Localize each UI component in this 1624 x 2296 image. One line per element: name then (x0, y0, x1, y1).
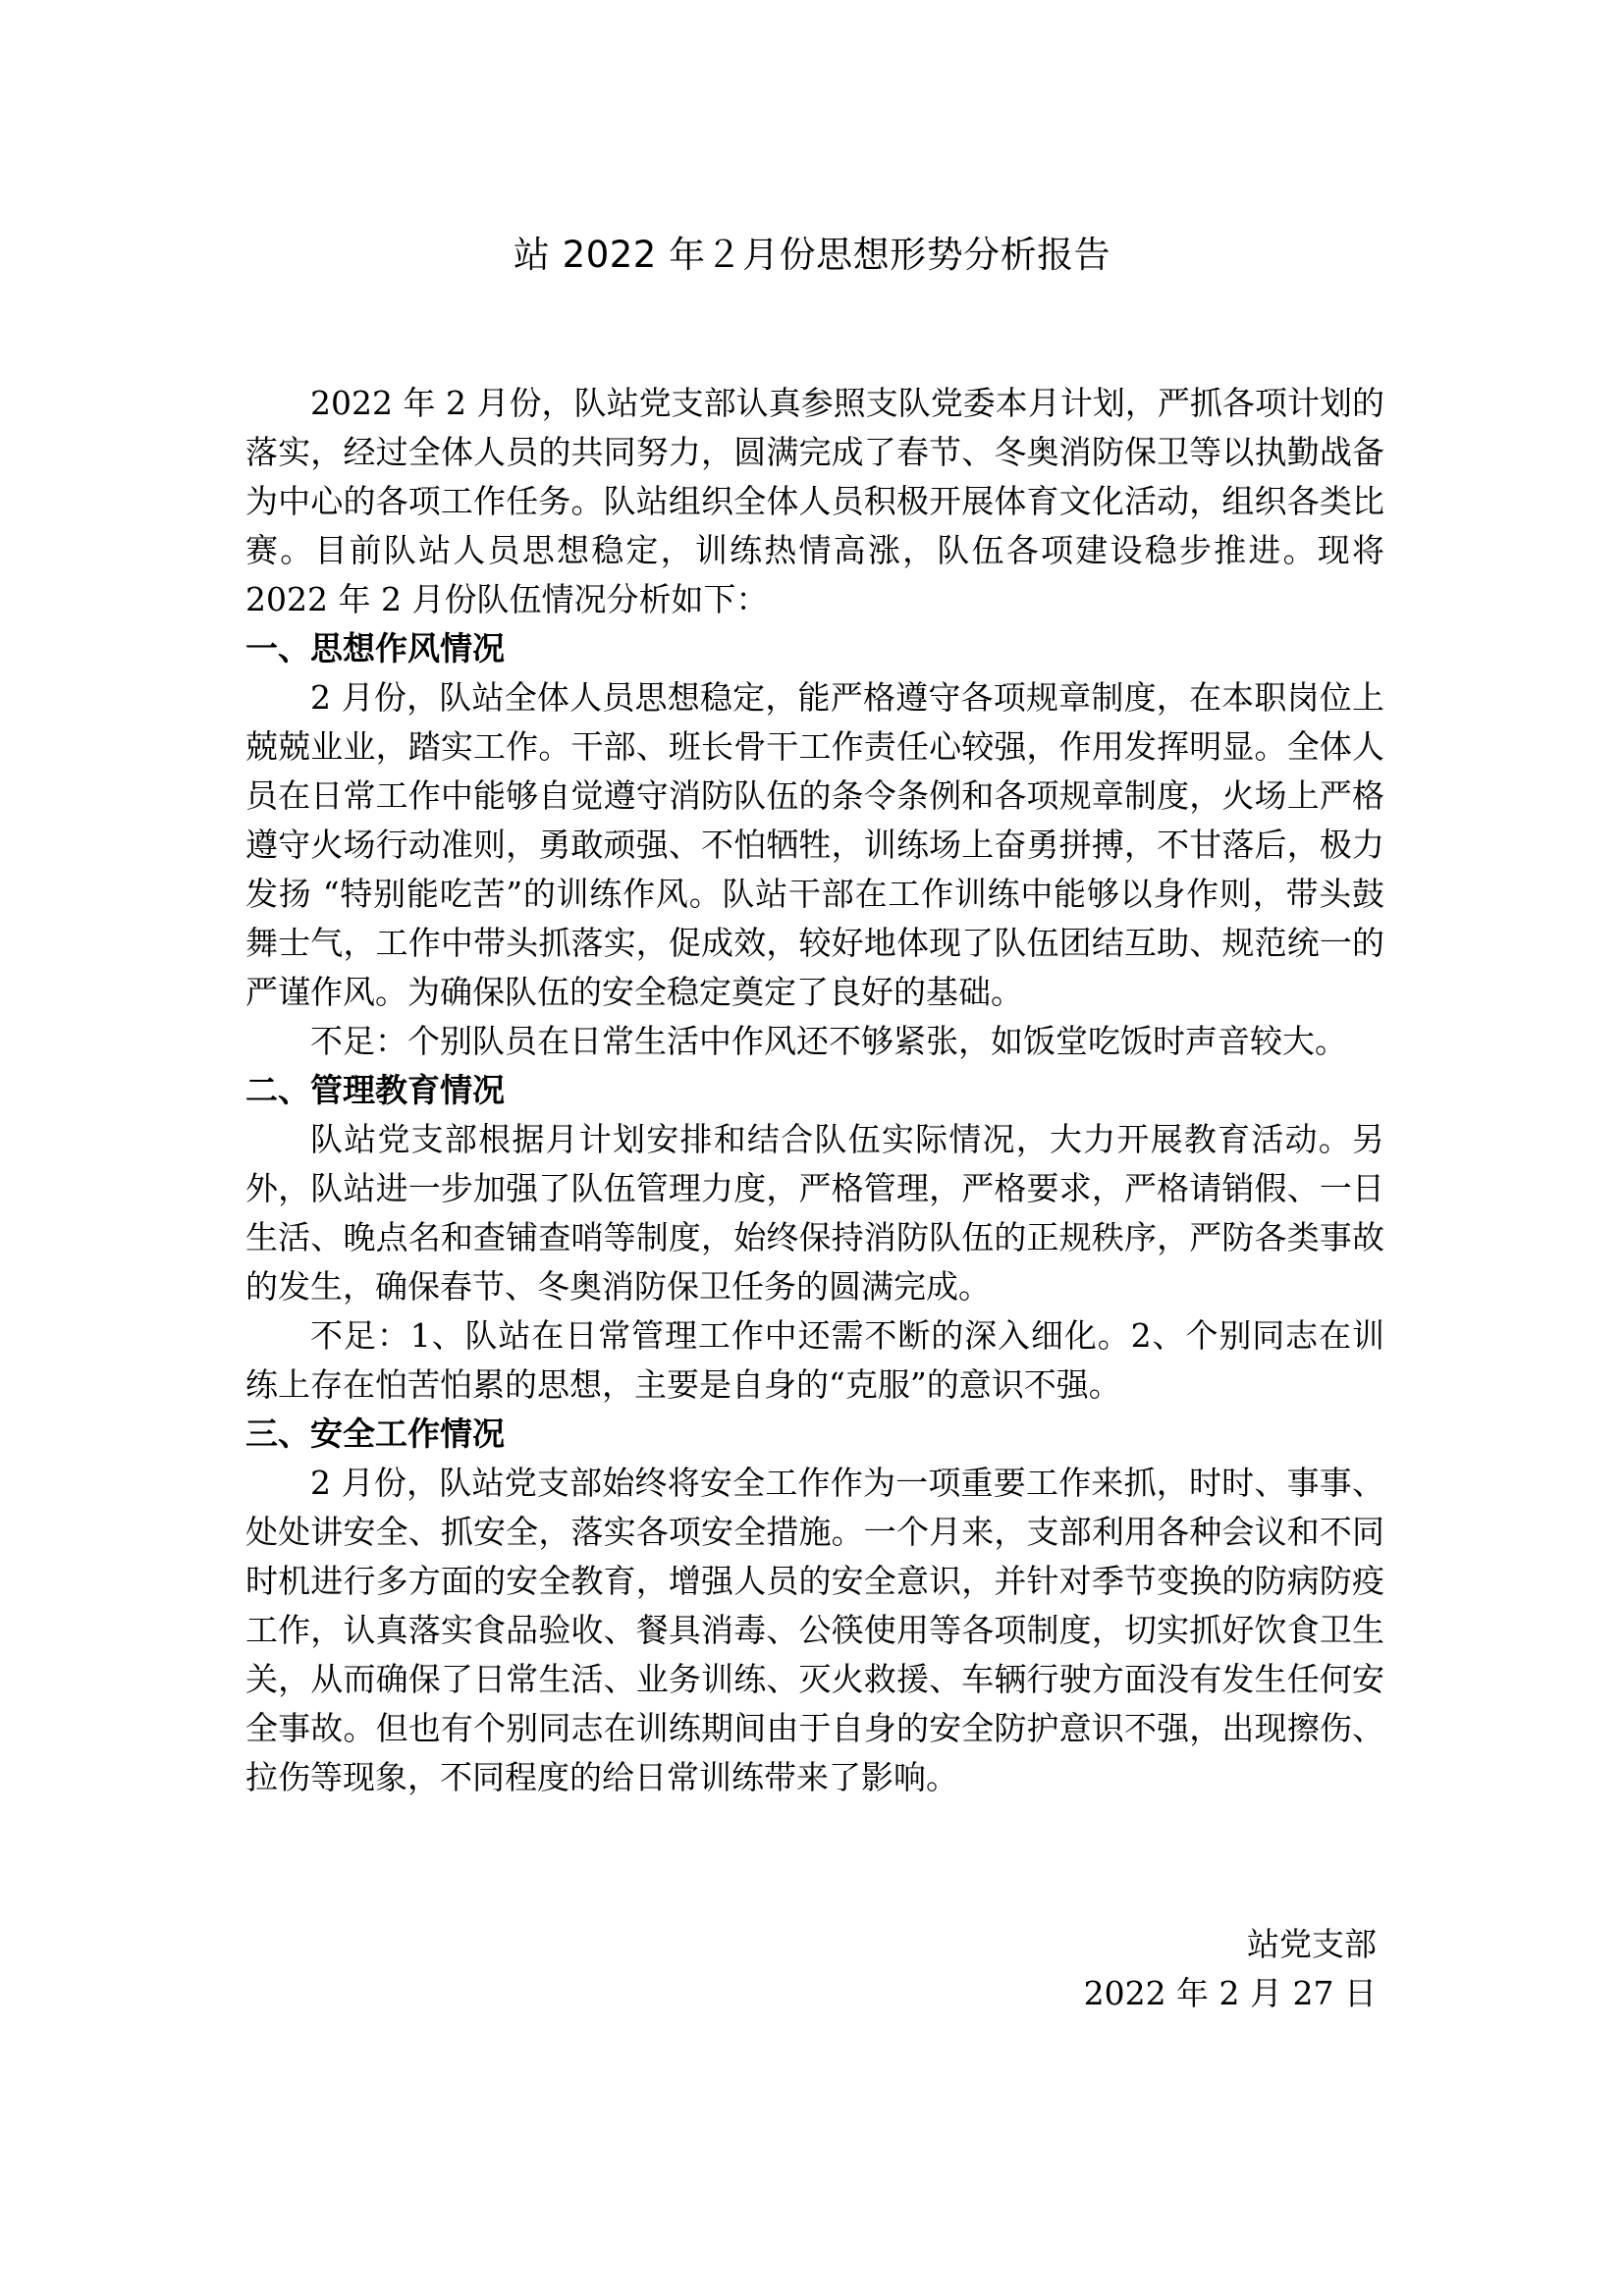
document-body (245, 379, 1384, 1802)
section-heading: 一、思想作风情况 (245, 629, 505, 667)
signature-organization: 站党支部 (1247, 1925, 1377, 1963)
document-title: 站 2022 年２月份思想形势分析报告 (513, 234, 1111, 276)
shortcoming-paragraph: 不足：个别队员在日常生活中作风还不够紧张，如饭堂吃饭时声音较大。 (310, 1022, 1347, 1060)
section-heading: 三、安全工作情况 (245, 1415, 505, 1453)
shortcoming-paragraph: 不足：1、队站在日常管理工作中还需不断的深入细化。2、个别同志在训练上存在怕苦怕累的思想，主要是自身的“克服”的意识不强。 (245, 1316, 1384, 1404)
section-paragraph: 2 月份，队站全体人员思想稳定，能严格遵守各项规章制度，在本职岗位上兢兢业业，踏实工作。干部、班长骨干工作责任心较强，作用发挥明显。全体人员在日常工作中能够自觉遵守消防队伍的条令条例和各项规章制度，火场上严格遵守火场行动准则，勇敢顽强、不怕牺牲，训练场上奋勇拼搏，不甘落后，极力发扬 “特别能吃苦”的训练作风。队站干部在工作训练中能够以身作则，带头鼓舞士气，工作中带头抓落实，促成效，较好地体现了队伍团结互助、规范统一的严谨作风。为确保队伍的安全稳定奠定了良好的基础。 (245, 678, 1384, 1011)
section-ideology (245, 624, 1384, 1066)
section-management (245, 1066, 1384, 1410)
section-heading: 二、管理教育情况 (245, 1071, 505, 1109)
section-safety (245, 1410, 1384, 1802)
intro-paragraph: 2022 年 2 月份，队站党支部认真参照支队党委本月计划，严抓各项计划的落实，经过全体人员的共同努力，圆满完成了春节、冬奥消防保卫等以执勤战备为中心的各项工作任务。队站组织全体人员积极开展体育文化活动，组织各类比赛。目前队站人员思想稳定，训练热情高涨，队伍各项建设稳步推进。现将 2022 年 2 月份队伍情况分析如下： (245, 384, 1384, 618)
signature-date: 2022 年 2 月 27 日 (1083, 1974, 1377, 2012)
signature-block (1084, 1920, 1377, 2018)
section-paragraph: 2 月份，队站党支部始终将安全工作作为一项重要工作来抓，时时、事事、处处讲安全、抓安全，落实各项安全措施。一个月来，支部利用各种会议和不同时机进行多方面的安全教育，增强人员的安全意识，并针对季节变换的防病防疫工作，认真落实食品验收、餐具消毒、公筷使用等各项制度，切实抓好饮食卫生关，从而确保了日常生活、业务训练、灭火救援、车辆行驶方面没有发生任何安全事故。但也有个别同志在训练期间由于自身的安全防护意识不强，出现擦伤、拉伤等现象，不同程度的给日常训练带来了影响。 (245, 1464, 1384, 1796)
section-paragraph: 队站党支部根据月计划安排和结合队伍实际情况，大力开展教育活动。另外，队站进一步加强了队伍管理力度，严格管理，严格要求，严格请销假、一日生活、晚点名和查铺查哨等制度，始终保持消防队伍的正规秩序，严防各类事故的发生，确保春节、冬奥消防保卫任务的圆满完成。 (245, 1120, 1384, 1306)
